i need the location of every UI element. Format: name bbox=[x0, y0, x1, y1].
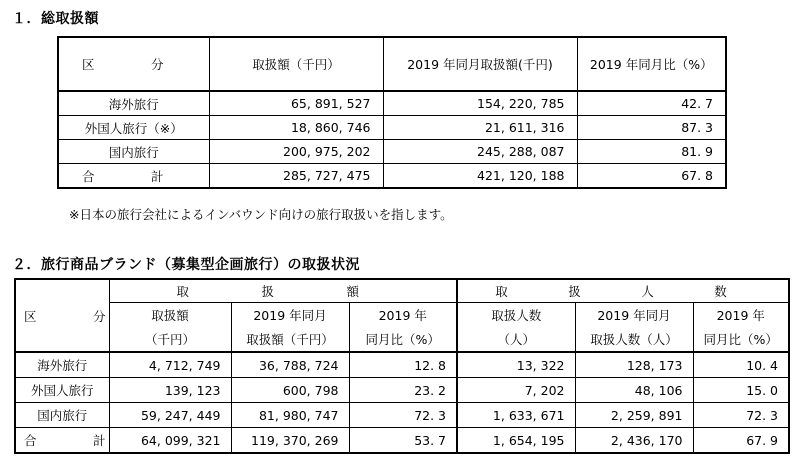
table-row bbox=[15, 378, 789, 403]
table-header-row bbox=[15, 279, 789, 303]
people-cell: 7, 202 bbox=[457, 378, 575, 403]
header-ratio-2019: 2019 年同月比（%） bbox=[577, 37, 726, 91]
amount-2019-cell: 154, 220, 785 bbox=[383, 91, 577, 116]
amount-cell: 4, 712, 749 bbox=[109, 352, 231, 378]
amount-2019-cell: 81, 980, 747 bbox=[231, 403, 349, 428]
row-label: 外国人旅行 bbox=[15, 378, 109, 403]
subheader-people-2019-unit: 取扱人数（人） bbox=[575, 327, 693, 352]
row-label: 合 計 bbox=[15, 428, 109, 454]
subheader-people-ratio: 2019 年 bbox=[693, 303, 789, 328]
amount-cell: 64, 099, 321 bbox=[109, 428, 231, 454]
people-ratio-cell: 72. 3 bbox=[693, 403, 789, 428]
header-category: 区 分 bbox=[15, 279, 109, 352]
ratio-cell: 87. 3 bbox=[577, 116, 726, 140]
people-2019-cell: 2, 259, 891 bbox=[575, 403, 693, 428]
ratio-cell: 81. 9 bbox=[577, 140, 726, 164]
table-row bbox=[58, 140, 726, 164]
brand-handling-table bbox=[14, 278, 790, 454]
amount-2019-cell: 119, 370, 269 bbox=[231, 428, 349, 454]
row-label: 海外旅行 bbox=[15, 352, 109, 378]
table-row bbox=[58, 91, 726, 116]
subheader-people: 取扱人数 bbox=[457, 303, 575, 328]
table-row bbox=[15, 403, 789, 428]
table-subheader-row bbox=[15, 327, 789, 352]
header-category: 区 分 bbox=[58, 37, 209, 91]
ratio-cell: 42. 7 bbox=[577, 91, 726, 116]
amount-2019-cell: 421, 120, 188 bbox=[383, 164, 577, 189]
amount-cell: 200, 975, 202 bbox=[209, 140, 383, 164]
subheader-amount-2019: 2019 年同月 bbox=[231, 303, 349, 328]
amount-cell: 65, 891, 527 bbox=[209, 91, 383, 116]
subheader-amount-unit: （千円） bbox=[109, 327, 231, 352]
table-subheader-row bbox=[15, 303, 789, 328]
footnote: ※日本の旅行会社によるインバウンド向けの旅行取扱いを指します。 bbox=[69, 207, 453, 222]
amount-cell: 59, 247, 449 bbox=[109, 403, 231, 428]
amount-ratio-cell: 12. 8 bbox=[349, 352, 457, 378]
amount-ratio-cell: 72. 3 bbox=[349, 403, 457, 428]
amount-cell: 18, 860, 746 bbox=[209, 116, 383, 140]
table-header-row bbox=[58, 37, 726, 91]
header-group-people: 取 扱 人 数 bbox=[457, 279, 789, 303]
header-amount-2019: 2019 年同月取扱額(千円) bbox=[383, 37, 577, 91]
people-cell: 1, 633, 671 bbox=[457, 403, 575, 428]
row-label: 国内旅行 bbox=[58, 140, 209, 164]
table-total-row bbox=[15, 428, 789, 454]
ratio-cell: 67. 8 bbox=[577, 164, 726, 189]
table-row bbox=[15, 352, 789, 378]
subheader-people-unit: （人） bbox=[457, 327, 575, 352]
subheader-amount-ratio-unit: 同月比（%） bbox=[349, 327, 457, 352]
people-2019-cell: 48, 106 bbox=[575, 378, 693, 403]
row-label: 国内旅行 bbox=[15, 403, 109, 428]
people-ratio-cell: 67. 9 bbox=[693, 428, 789, 454]
people-2019-cell: 128, 173 bbox=[575, 352, 693, 378]
subheader-amount: 取扱額 bbox=[109, 303, 231, 328]
section2-heading: ２．旅行商品ブランド（募集型企画旅行）の取扱状況 bbox=[12, 257, 360, 273]
subheader-amount-2019-unit: 取扱額（千円） bbox=[231, 327, 349, 352]
total-handling-table bbox=[57, 36, 727, 189]
row-label: 合 計 bbox=[58, 164, 209, 189]
amount-cell: 285, 727, 475 bbox=[209, 164, 383, 189]
amount-ratio-cell: 23. 2 bbox=[349, 378, 457, 403]
amount-2019-cell: 36, 788, 724 bbox=[231, 352, 349, 378]
people-cell: 1, 654, 195 bbox=[457, 428, 575, 454]
subheader-amount-ratio: 2019 年 bbox=[349, 303, 457, 328]
subheader-people-ratio-unit: 同月比（%） bbox=[693, 327, 789, 352]
amount-ratio-cell: 53. 7 bbox=[349, 428, 457, 454]
subheader-people-2019: 2019 年同月 bbox=[575, 303, 693, 328]
people-cell: 13, 322 bbox=[457, 352, 575, 378]
header-group-amount: 取 扱 額 bbox=[109, 279, 457, 303]
people-ratio-cell: 15. 0 bbox=[693, 378, 789, 403]
row-label: 外国人旅行（※） bbox=[58, 116, 209, 140]
table-total-row bbox=[58, 164, 726, 189]
row-label: 海外旅行 bbox=[58, 91, 209, 116]
amount-2019-cell: 21, 611, 316 bbox=[383, 116, 577, 140]
amount-cell: 139, 123 bbox=[109, 378, 231, 403]
people-2019-cell: 2, 436, 170 bbox=[575, 428, 693, 454]
header-amount: 取扱額（千円） bbox=[209, 37, 383, 91]
amount-2019-cell: 245, 288, 087 bbox=[383, 140, 577, 164]
people-ratio-cell: 10. 4 bbox=[693, 352, 789, 378]
section1-heading: １．総取扱額 bbox=[12, 11, 99, 27]
amount-2019-cell: 600, 798 bbox=[231, 378, 349, 403]
table-row bbox=[58, 116, 726, 140]
